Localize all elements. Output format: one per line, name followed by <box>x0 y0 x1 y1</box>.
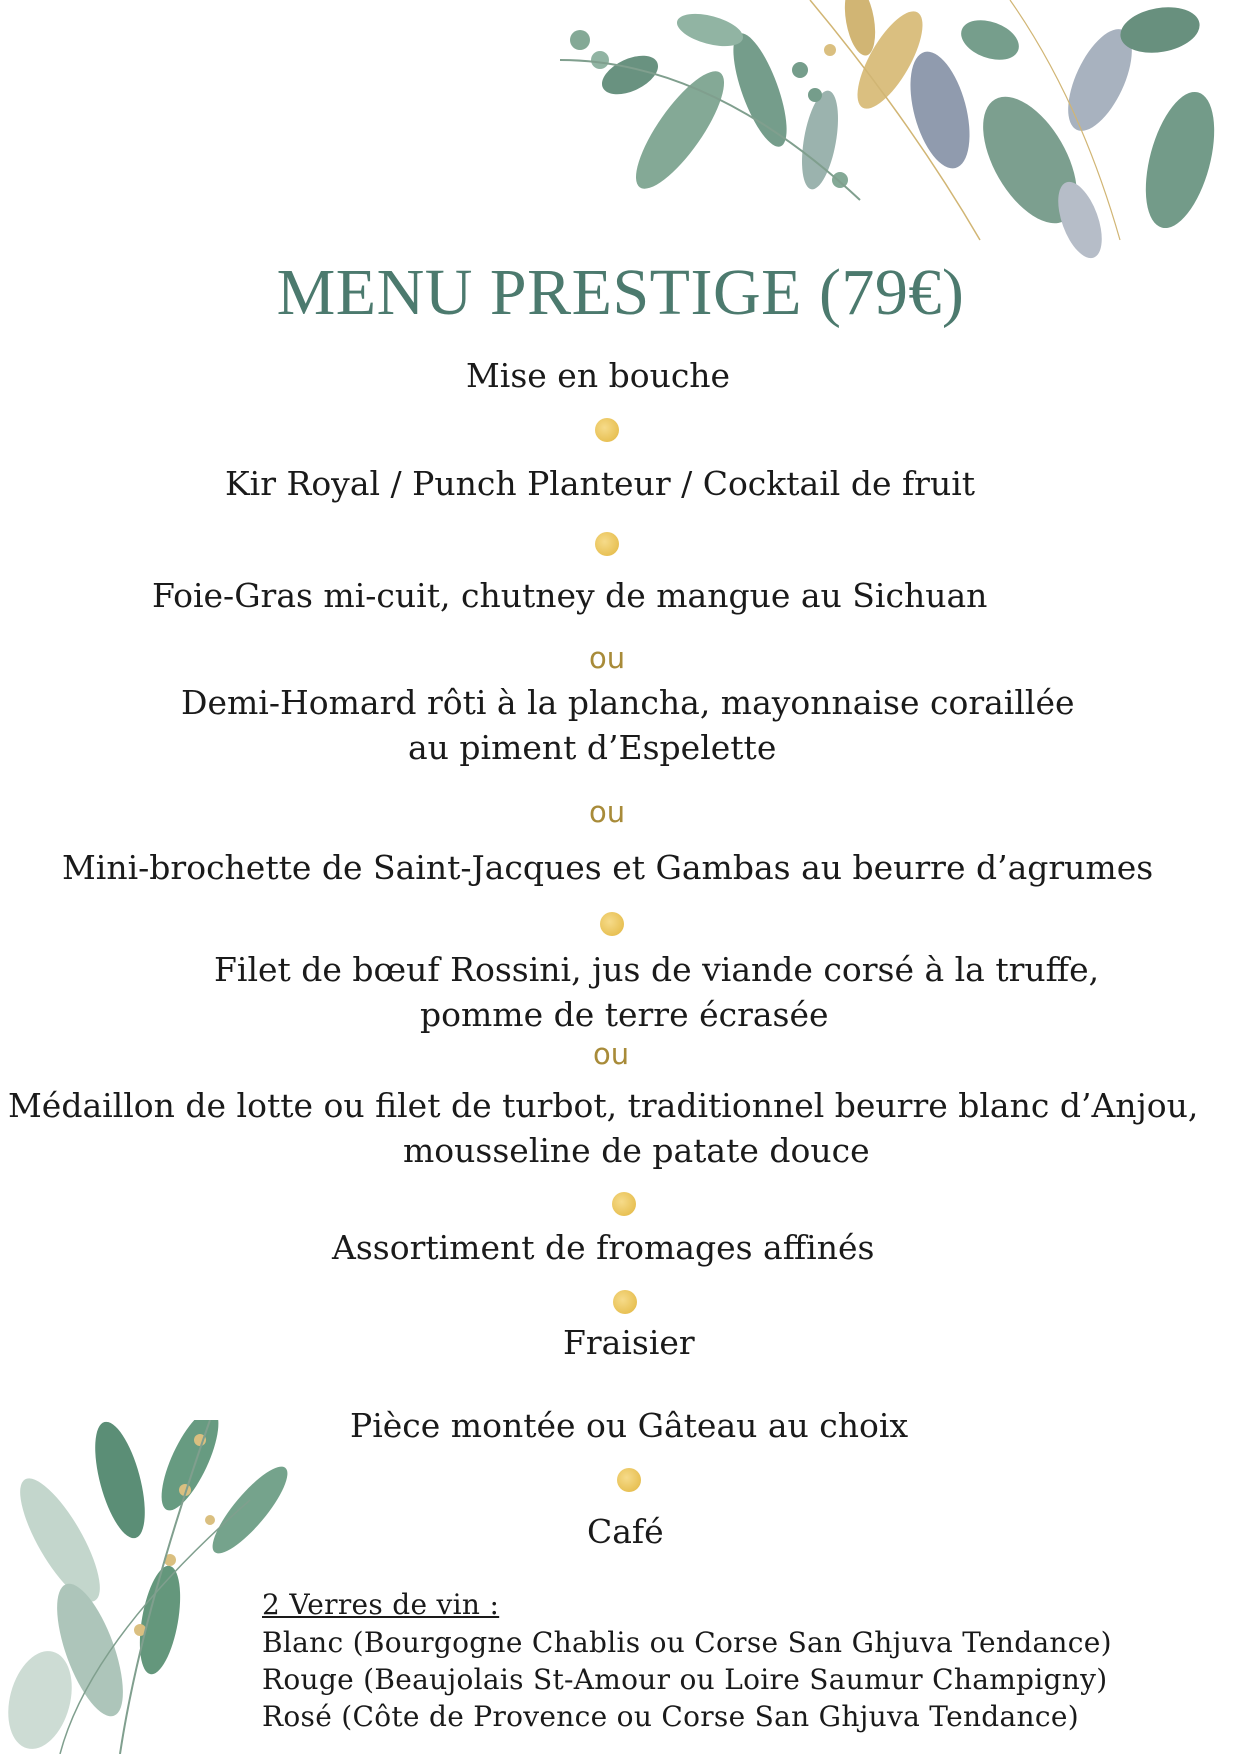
or-separator: ou <box>589 641 626 675</box>
menu-item: Fraisier <box>563 1323 695 1362</box>
menu-item: Mise en bouche <box>466 356 731 395</box>
gold-dot-separator <box>612 1192 636 1216</box>
foliage-decoration-top-icon <box>560 0 1241 260</box>
menu-item: Café <box>587 1512 664 1551</box>
or-separator: ou <box>589 795 626 829</box>
wine-line: Rouge (Beaujolais St-Amour ou Loire Saumur Champigny) <box>262 1663 1108 1696</box>
menu-item: Médaillon de lotte ou filet de turbot, traditionnel beurre blanc d’Anjou, <box>8 1086 1199 1125</box>
menu-item: mousseline de patate douce <box>403 1131 870 1170</box>
gold-dot-separator <box>595 418 619 442</box>
menu-item: Pièce montée ou Gâteau au choix <box>350 1406 909 1445</box>
gold-dot-separator <box>617 1468 641 1492</box>
wine-line: Blanc (Bourgogne Chablis ou Corse San Ghjuva Tendance) <box>262 1626 1112 1659</box>
gold-dot-separator <box>613 1290 637 1314</box>
wine-section-title: 2 Verres de vin : <box>262 1588 500 1621</box>
menu-item: Filet de bœuf Rossini, jus de viande corsé à la truffe, <box>214 950 1100 989</box>
menu-item: Foie-Gras mi-cuit, chutney de mangue au Sichuan <box>152 576 988 615</box>
gold-dot-separator <box>595 532 619 556</box>
menu-item: Demi-Homard rôti à la plancha, mayonnaise coraillée <box>181 683 1075 722</box>
menu-item: pomme de terre écrasée <box>420 995 829 1034</box>
menu-item: au piment d’Espelette <box>408 728 777 767</box>
menu-item: Mini-brochette de Saint-Jacques et Gambas au beurre d’agrumes <box>62 848 1154 887</box>
menu-item: Assortiment de fromages affinés <box>332 1228 875 1267</box>
gold-dot-separator <box>600 912 624 936</box>
menu-item: Kir Royal / Punch Planteur / Cocktail de fruit <box>225 464 976 503</box>
wine-line: Rosé (Côte de Provence ou Corse San Ghjuva Tendance) <box>262 1700 1079 1733</box>
or-separator: ou <box>593 1037 630 1071</box>
menu-title: MENU PRESTIGE (79€) <box>276 256 965 329</box>
